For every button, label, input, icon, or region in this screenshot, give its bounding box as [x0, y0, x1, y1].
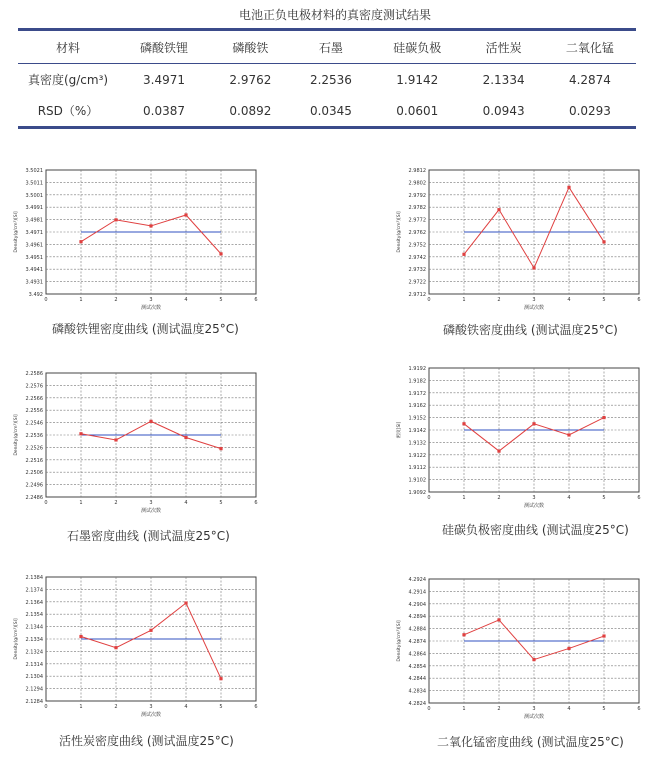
- x-tick-label: 0: [44, 297, 48, 303]
- table-cell: 2.2536: [309, 72, 352, 87]
- y-tick-label: 2.1344: [25, 624, 43, 631]
- header-cell: 活性炭: [485, 40, 522, 55]
- y-tick-label: 4.2854: [408, 663, 426, 670]
- x-tick-label: 3: [149, 297, 153, 303]
- y-axis-label: Density(g/cm³)[Sl]: [397, 620, 402, 662]
- x-tick-label: 5: [602, 495, 606, 501]
- chart-mno2: [393, 573, 649, 721]
- y-tick-label: 3.4941: [25, 267, 43, 274]
- table-row-density: [18, 64, 636, 96]
- y-tick-label: 1.9152: [408, 415, 426, 422]
- y-tick-label: 1.9132: [408, 440, 426, 447]
- y-tick-label: 2.9812: [408, 168, 426, 174]
- y-tick-label: 2.9792: [408, 192, 426, 199]
- header-cell: 硅碳负极: [393, 40, 442, 55]
- data-point: [497, 618, 500, 621]
- data-point: [79, 240, 82, 243]
- data-point: [114, 218, 117, 221]
- y-tick-label: 2.2486: [25, 495, 43, 501]
- data-point: [114, 438, 117, 441]
- table-header-row: [18, 30, 636, 64]
- y-tick-label: 2.1364: [25, 599, 43, 606]
- chart-caption-lfp: 磷酸铁锂密度曲线 (测试温度25°C): [52, 322, 239, 336]
- y-tick-label: 2.2536: [25, 433, 43, 439]
- y-tick-label: 2.9762: [408, 230, 426, 236]
- data-point: [602, 240, 605, 243]
- y-tick-label: 1.9112: [408, 465, 426, 472]
- y-tick-label: 3.4961: [25, 242, 43, 249]
- y-tick-label: 3.4981: [25, 217, 43, 224]
- chart-svg: [393, 573, 649, 721]
- chart-lfp: [10, 164, 266, 312]
- row-label: 真密度(g/cm³): [27, 73, 109, 88]
- data-point: [219, 677, 222, 680]
- x-tick-label: 2: [114, 297, 118, 303]
- chart-caption-activated-carbon: 活性炭密度曲线 (测试温度25°C): [59, 734, 234, 748]
- table-cell: 4.2874: [568, 72, 611, 87]
- data-point: [114, 646, 117, 649]
- y-tick-label: 4.2914: [408, 589, 426, 596]
- x-tick-label: 2: [114, 704, 118, 710]
- y-axis-label: Density(g/cm³)[Sl]: [397, 211, 402, 253]
- y-tick-label: 1.9102: [408, 477, 426, 484]
- x-tick-label: 4: [567, 706, 571, 712]
- table-cell: 2.1334: [482, 72, 525, 87]
- data-point: [462, 422, 465, 425]
- y-axis-label: Density(g/cm³)[Sl]: [14, 211, 19, 253]
- chart-caption-fepo4: 磷酸铁密度曲线 (测试温度25°C): [443, 323, 618, 337]
- y-tick-label: 3.4931: [25, 279, 43, 286]
- y-tick-label: 3.4951: [25, 254, 43, 261]
- y-tick-label: 2.1294: [25, 686, 43, 693]
- x-tick-label: 2: [497, 706, 501, 712]
- table-cell: 0.0293: [568, 103, 611, 118]
- x-tick-label: 1: [462, 706, 466, 712]
- y-tick-label: 2.2526: [25, 445, 43, 452]
- x-tick-label: 4: [567, 495, 571, 501]
- y-tick-label: 2.1284: [25, 699, 43, 705]
- y-tick-label: 2.9722: [408, 279, 426, 286]
- data-point: [149, 420, 152, 423]
- table-cell: 0.0601: [396, 103, 439, 118]
- table-cell: 0.0892: [229, 103, 272, 118]
- x-tick-label: 1: [79, 500, 83, 506]
- data-point: [184, 436, 187, 439]
- y-tick-label: 3.5011: [25, 180, 43, 187]
- x-tick-label: 6: [637, 297, 641, 303]
- data-point: [79, 432, 82, 435]
- y-tick-label: 4.2874: [408, 639, 426, 645]
- y-tick-label: 4.2844: [408, 676, 426, 683]
- chart-svg: [10, 571, 266, 719]
- x-tick-label: 0: [44, 704, 48, 710]
- y-tick-label: 2.9732: [408, 267, 426, 274]
- data-point: [79, 635, 82, 638]
- x-tick-label: 0: [427, 706, 431, 712]
- chart-svg: [10, 164, 266, 312]
- data-point: [149, 224, 152, 227]
- x-axis-label: 测试次数: [523, 305, 545, 311]
- y-tick-label: 2.2566: [25, 395, 43, 402]
- x-tick-label: 2: [114, 500, 118, 506]
- y-tick-label: 4.2864: [408, 651, 426, 658]
- x-tick-label: 1: [462, 495, 466, 501]
- y-tick-label: 4.2824: [408, 701, 426, 707]
- data-point: [184, 601, 187, 604]
- y-tick-label: 2.9782: [408, 205, 426, 212]
- chart-si-c: [393, 362, 649, 510]
- x-tick-label: 3: [532, 495, 536, 501]
- x-axis-label: 测试次数: [523, 714, 545, 720]
- x-tick-label: 6: [254, 704, 258, 710]
- chart-fepo4: [393, 164, 649, 312]
- data-point: [219, 252, 222, 255]
- data-point: [567, 647, 570, 650]
- y-tick-label: 2.1334: [25, 637, 43, 643]
- table-cell: 3.4971: [143, 72, 186, 87]
- y-tick-label: 1.9192: [408, 366, 426, 372]
- table-cell: 2.9762: [229, 72, 272, 87]
- data-point: [532, 266, 535, 269]
- y-tick-label: 2.1314: [25, 661, 43, 668]
- y-tick-label: 3.4991: [25, 205, 43, 212]
- chart-caption-mno2: 二氧化锰密度曲线 (测试温度25°C): [437, 735, 624, 749]
- chart-caption-graphite: 石墨密度曲线 (测试温度25°C): [67, 529, 230, 543]
- y-tick-label: 4.2924: [408, 577, 426, 583]
- data-point: [532, 658, 535, 661]
- y-tick-label: 2.2496: [25, 482, 43, 489]
- y-axis-label: Density(g/cm³)[Sl]: [14, 414, 19, 456]
- chart-svg: [10, 367, 266, 515]
- x-tick-label: 6: [637, 495, 641, 501]
- chart-svg: [393, 164, 649, 312]
- x-tick-label: 5: [219, 500, 223, 506]
- y-tick-label: 1.9142: [408, 428, 426, 434]
- table-cell: 1.9142: [396, 72, 439, 87]
- chart-graphite: [10, 367, 266, 515]
- x-tick-label: 5: [602, 706, 606, 712]
- x-tick-label: 0: [427, 297, 431, 303]
- table-cell: 0.0943: [482, 103, 525, 118]
- data-point: [462, 253, 465, 256]
- x-tick-label: 6: [637, 706, 641, 712]
- x-tick-label: 3: [532, 297, 536, 303]
- y-tick-label: 2.2556: [25, 408, 43, 415]
- y-tick-label: 1.9182: [408, 378, 426, 385]
- chart-svg: [393, 362, 649, 510]
- x-tick-label: 3: [149, 500, 153, 506]
- header-cell: 石墨: [318, 40, 343, 55]
- y-tick-label: 2.1354: [25, 612, 43, 619]
- data-point: [219, 447, 222, 450]
- y-tick-label: 2.1324: [25, 649, 43, 656]
- header-cell: 材料: [55, 40, 80, 55]
- x-axis-label: 测试次数: [140, 508, 162, 514]
- x-tick-label: 5: [602, 297, 606, 303]
- x-tick-label: 4: [184, 500, 188, 506]
- header-cell: 磷酸铁锂: [140, 40, 189, 55]
- x-tick-label: 1: [79, 704, 83, 710]
- x-tick-label: 2: [497, 297, 501, 303]
- table-cell: 0.0345: [309, 103, 352, 118]
- y-tick-label: 2.1384: [25, 575, 43, 581]
- x-tick-label: 0: [427, 495, 431, 501]
- data-point: [567, 186, 570, 189]
- y-tick-label: 2.9802: [408, 180, 426, 187]
- y-tick-label: 1.9172: [408, 390, 426, 397]
- data-point: [567, 433, 570, 436]
- table-cell: 0.0387: [143, 103, 186, 118]
- x-tick-label: 1: [462, 297, 466, 303]
- x-axis-label: 测试次数: [523, 503, 545, 509]
- y-tick-label: 3.5021: [25, 168, 43, 174]
- y-tick-label: 2.2506: [25, 470, 43, 477]
- x-tick-label: 4: [567, 297, 571, 303]
- y-tick-label: 2.9752: [408, 242, 426, 249]
- data-point: [497, 449, 500, 452]
- y-axis-label: Density(g/cm³)[Sl]: [14, 618, 19, 660]
- header-cell: 磷酸铁: [232, 40, 269, 55]
- y-tick-label: 4.2904: [408, 601, 426, 608]
- y-tick-label: 1.9122: [408, 452, 426, 459]
- y-tick-label: 2.9742: [408, 254, 426, 261]
- y-tick-label: 2.2576: [25, 383, 43, 390]
- y-tick-label: 2.2586: [25, 371, 43, 377]
- page-title: 电池正负电极材料的真密度测试结果: [238, 8, 431, 22]
- data-point: [602, 634, 605, 637]
- y-tick-label: 4.2834: [408, 688, 426, 695]
- x-tick-label: 4: [184, 704, 188, 710]
- y-tick-label: 2.1374: [25, 587, 43, 594]
- data-point: [149, 629, 152, 632]
- y-tick-label: 4.2884: [408, 626, 426, 633]
- y-tick-label: 3.492: [28, 292, 43, 298]
- y-tick-label: 2.9712: [408, 292, 426, 298]
- y-tick-label: 2.1304: [25, 674, 43, 681]
- y-tick-label: 1.9162: [408, 403, 426, 410]
- data-point: [532, 422, 535, 425]
- header-cell: 二氧化锰: [565, 40, 614, 55]
- x-tick-label: 5: [219, 297, 223, 303]
- x-tick-label: 1: [79, 297, 83, 303]
- x-axis-label: 测试次数: [140, 712, 162, 718]
- x-tick-label: 0: [44, 500, 48, 506]
- y-tick-label: 2.2546: [25, 420, 43, 427]
- y-tick-label: 3.5001: [25, 192, 43, 199]
- x-tick-label: 6: [254, 500, 258, 506]
- x-tick-label: 5: [219, 704, 223, 710]
- x-axis-label: 测试次数: [140, 305, 162, 311]
- data-point: [184, 213, 187, 216]
- data-point: [602, 416, 605, 419]
- chart-caption-si-c: 硅碳负极密度曲线 (测试温度25°C): [442, 523, 629, 537]
- data-point: [462, 633, 465, 636]
- x-tick-label: 6: [254, 297, 258, 303]
- table-row-rsd: [18, 96, 636, 128]
- y-tick-label: 2.9772: [408, 217, 426, 224]
- data-point: [497, 208, 500, 211]
- x-tick-label: 3: [532, 706, 536, 712]
- y-axis-label: 密度[Sl]: [397, 421, 402, 439]
- y-tick-label: 4.2894: [408, 614, 426, 621]
- x-tick-label: 3: [149, 704, 153, 710]
- y-tick-label: 2.2516: [25, 457, 43, 464]
- y-tick-label: 3.4971: [25, 230, 43, 236]
- chart-activated-carbon: [10, 571, 266, 719]
- results-table: [18, 28, 636, 129]
- x-tick-label: 2: [497, 495, 501, 501]
- x-tick-label: 4: [184, 297, 188, 303]
- y-tick-label: 1.9092: [408, 490, 426, 496]
- row-label: RSD（%）: [37, 104, 99, 119]
